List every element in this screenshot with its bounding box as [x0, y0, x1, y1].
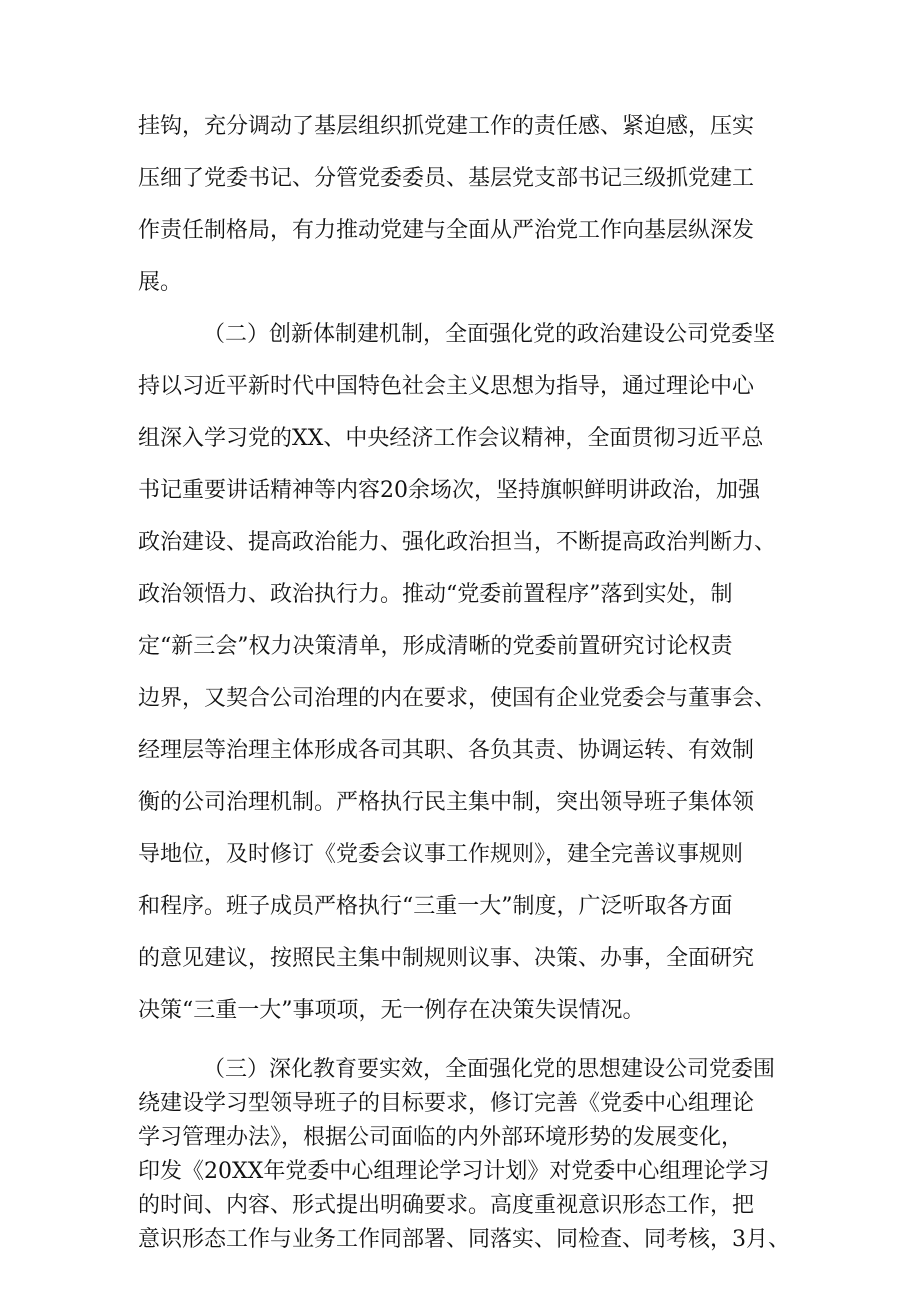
- text-line: 的意见建议，按照民主集中制规则议事、决策、办事，全面研究: [138, 946, 755, 971]
- text-line: 边界，又契合公司治理的内在要求，使国有企业党委会与董事会、: [138, 686, 777, 711]
- text-line: 导地位，及时修订《党委会议事工作规则》，建全完善议事规则: [138, 842, 744, 867]
- text-line: 展。: [138, 270, 183, 295]
- text-line: （三）深化教育要实效，全面强化党的思想建设公司党委围: [203, 1057, 776, 1082]
- text-line: 和程序。班子成员严格执行“三重一大”制度，广泛听取各方面: [138, 894, 733, 919]
- text-line: 作责任制格局，有力推动党建与全面从严治党工作向基层纵深发: [138, 218, 755, 243]
- text-line: 衡的公司治理机制。严格执行民主集中制，突出领导班子集体领: [138, 790, 755, 815]
- text-line: 的时间、内容、形式提出明确要求。高度重视意识形态工作，把: [138, 1193, 755, 1218]
- text-line: 决策“三重一大”事项项，无一例存在决策失误情况。: [138, 998, 645, 1023]
- text-line: （二）创新体制建机制，全面强化党的政治建设公司党委坚: [203, 322, 776, 347]
- text-line: 印发《20XX年党委中心组理论学习计划》对党委中心组理论学习: [138, 1159, 770, 1184]
- text-line: 书记重要讲话精神等内容20余场次，坚持旗帜鲜明讲政治，加强: [138, 478, 760, 503]
- text-line: 绕建设学习型领导班子的目标要求，修订完善《党委中心组理论: [138, 1091, 755, 1116]
- text-line: 政治领悟力、政治执行力。推动“党委前置程序”落到实处，制: [138, 582, 733, 607]
- text-line: 经理层等治理主体形成各司其职、各负其责、协调运转、有效制: [138, 738, 755, 763]
- text-line: 学习管理办法》，根据公司面临的内外部环境形势的发展变化，: [138, 1125, 744, 1150]
- text-line: 挂钩，充分调动了基层组织抓党建工作的责任感、紧迫感，压实: [138, 114, 755, 139]
- text-line: 持以习近平新时代中国特色社会主义思想为指导，通过理论中心: [138, 374, 755, 399]
- text-line: 意识形态工作与业务工作同部署、同落实、同检查、同考核，3月、: [138, 1227, 790, 1252]
- text-line: 压细了党委书记、分管党委委员、基层党支部书记三级抓党建工: [138, 166, 755, 191]
- text-line: 政治建设、提高政治能力、强化政治担当，不断提高政治判断力、: [138, 530, 777, 555]
- text-line: 定“新三会”权力决策清单，形成清晰的党委前置研究讨论权责: [138, 634, 733, 659]
- text-line: 组深入学习党的XX、中央经济工作会议精神，全面贯彻习近平总: [138, 426, 764, 451]
